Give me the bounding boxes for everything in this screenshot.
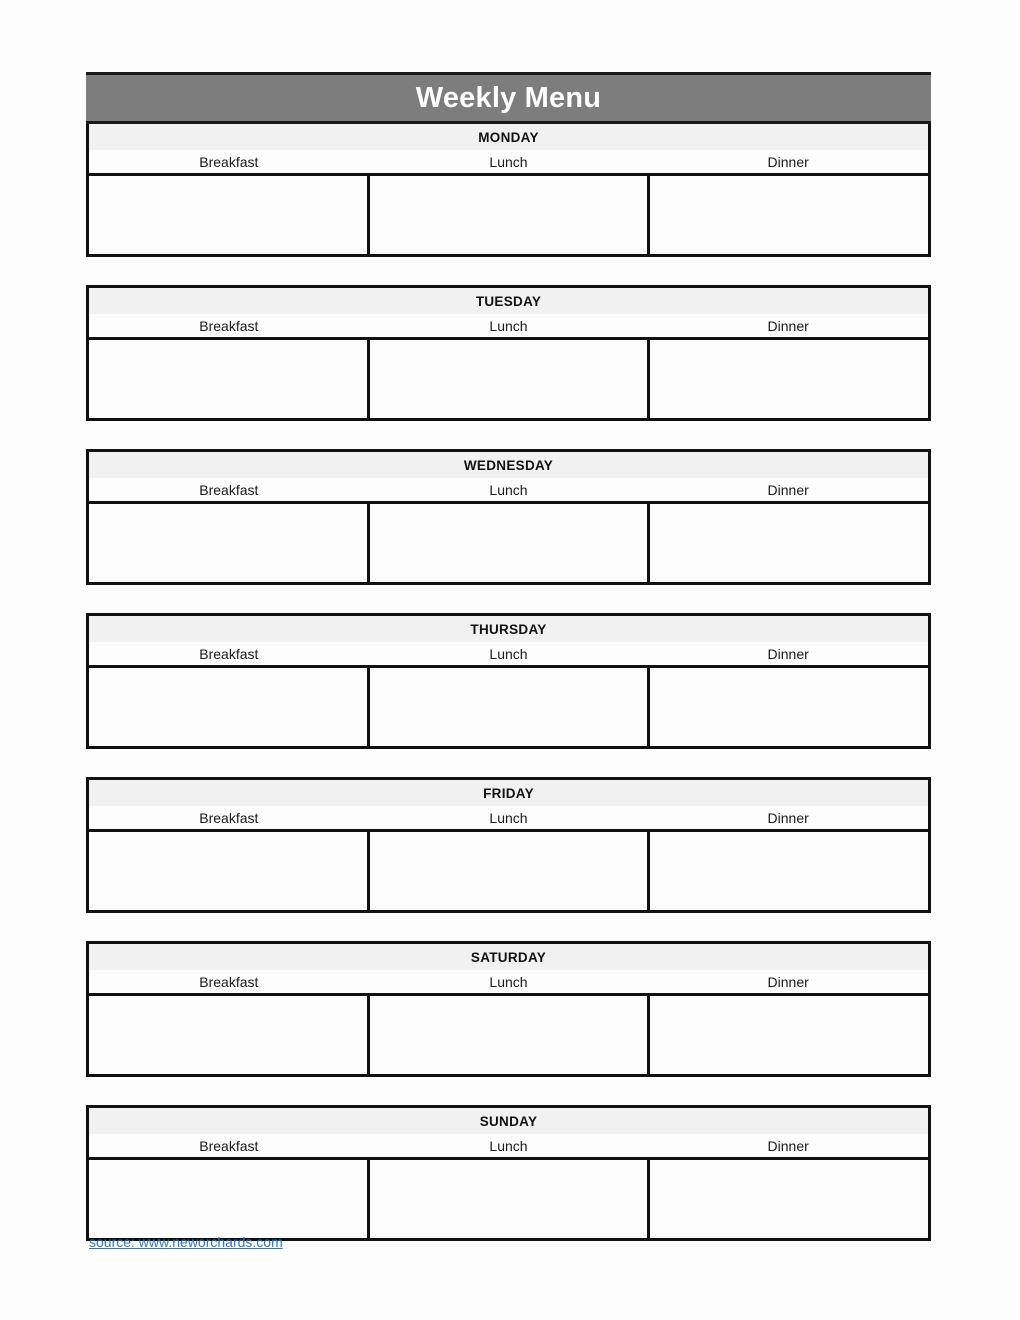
- day-block-saturday: [86, 941, 931, 1077]
- meal-entry-lunch[interactable]: [370, 996, 651, 1074]
- weekly-menu-sheet: [86, 72, 931, 1241]
- meal-entry-lunch[interactable]: [370, 340, 651, 418]
- meal-header-row: [89, 150, 928, 176]
- day-name-row: [89, 288, 928, 314]
- meal-header-dinner: Dinner: [767, 645, 809, 662]
- day-name-label: WEDNESDAY: [463, 457, 554, 473]
- day-block-wednesday: [86, 449, 931, 585]
- source-link[interactable]: source: www.neworchards.com: [89, 1234, 283, 1250]
- meal-entry-breakfast[interactable]: [89, 996, 370, 1074]
- meal-entry-dinner[interactable]: [650, 1160, 928, 1238]
- meal-entry-row: [89, 176, 928, 254]
- meal-header-row: [89, 314, 928, 340]
- meal-header-dinner: Dinner: [767, 973, 809, 990]
- meal-header-lunch: Lunch: [489, 1137, 528, 1154]
- meal-header-dinner: Dinner: [767, 153, 809, 170]
- meal-entry-lunch[interactable]: [370, 176, 651, 254]
- source-attribution: [89, 1234, 283, 1252]
- day-name-label: FRIDAY: [483, 785, 534, 801]
- meal-entry-lunch[interactable]: [370, 668, 651, 746]
- day-name-row: [89, 616, 928, 642]
- day-name-row: [89, 780, 928, 806]
- meal-entry-dinner[interactable]: [650, 176, 928, 254]
- meal-header-row: [89, 970, 928, 996]
- meal-entry-row: [89, 668, 928, 746]
- meal-header-row: [89, 642, 928, 668]
- meal-header-lunch: Lunch: [489, 645, 528, 662]
- meal-header-row: [89, 806, 928, 832]
- day-name-label: SUNDAY: [479, 1113, 538, 1129]
- meal-entry-breakfast[interactable]: [89, 668, 370, 746]
- meal-entry-dinner[interactable]: [650, 668, 928, 746]
- meal-header-lunch: Lunch: [489, 809, 528, 826]
- meal-header-lunch: Lunch: [489, 973, 528, 990]
- meal-header-breakfast: Breakfast: [199, 1137, 259, 1154]
- menu-title-bar: [86, 72, 931, 124]
- meal-header-breakfast: Breakfast: [199, 973, 259, 990]
- meal-header-breakfast: Breakfast: [199, 645, 259, 662]
- meal-entry-dinner[interactable]: [650, 996, 928, 1074]
- meal-entry-breakfast[interactable]: [89, 504, 370, 582]
- day-name-label: MONDAY: [478, 129, 539, 145]
- meal-header-dinner: Dinner: [767, 481, 809, 498]
- meal-entry-row: [89, 832, 928, 910]
- day-name-row: [89, 124, 928, 150]
- meal-entry-dinner[interactable]: [650, 340, 928, 418]
- meal-entry-row: [89, 340, 928, 418]
- meal-entry-row: [89, 504, 928, 582]
- meal-entry-row: [89, 996, 928, 1074]
- day-block-monday: [86, 124, 931, 257]
- meal-header-breakfast: Breakfast: [199, 317, 259, 334]
- meal-header-lunch: Lunch: [489, 153, 528, 170]
- meal-entry-lunch[interactable]: [370, 832, 651, 910]
- meal-entry-breakfast[interactable]: [89, 832, 370, 910]
- meal-header-lunch: Lunch: [489, 481, 528, 498]
- meal-entry-dinner[interactable]: [650, 832, 928, 910]
- meal-header-row: [89, 478, 928, 504]
- meal-header-breakfast: Breakfast: [199, 809, 259, 826]
- day-block-friday: [86, 777, 931, 913]
- meal-header-row: [89, 1134, 928, 1160]
- meal-entry-dinner[interactable]: [650, 504, 928, 582]
- day-block-thursday: [86, 613, 931, 749]
- meal-header-dinner: Dinner: [767, 317, 809, 334]
- meal-entry-lunch[interactable]: [370, 504, 651, 582]
- day-name-row: [89, 452, 928, 478]
- meal-header-breakfast: Breakfast: [199, 153, 259, 170]
- meal-entry-breakfast[interactable]: [89, 176, 370, 254]
- meal-header-dinner: Dinner: [767, 1137, 809, 1154]
- meal-entry-breakfast[interactable]: [89, 1160, 370, 1238]
- day-name-row: [89, 944, 928, 970]
- day-name-label: SATURDAY: [470, 949, 547, 965]
- page-title: Weekly Menu: [415, 81, 602, 114]
- day-name-label: TUESDAY: [475, 293, 542, 309]
- meal-entry-lunch[interactable]: [370, 1160, 651, 1238]
- meal-header-breakfast: Breakfast: [199, 481, 259, 498]
- meal-header-lunch: Lunch: [489, 317, 528, 334]
- day-name-label: THURSDAY: [470, 621, 547, 637]
- meal-entry-row: [89, 1160, 928, 1238]
- day-block-tuesday: [86, 285, 931, 421]
- day-name-row: [89, 1108, 928, 1134]
- day-block-sunday: [86, 1105, 931, 1241]
- meal-entry-breakfast[interactable]: [89, 340, 370, 418]
- meal-header-dinner: Dinner: [767, 809, 809, 826]
